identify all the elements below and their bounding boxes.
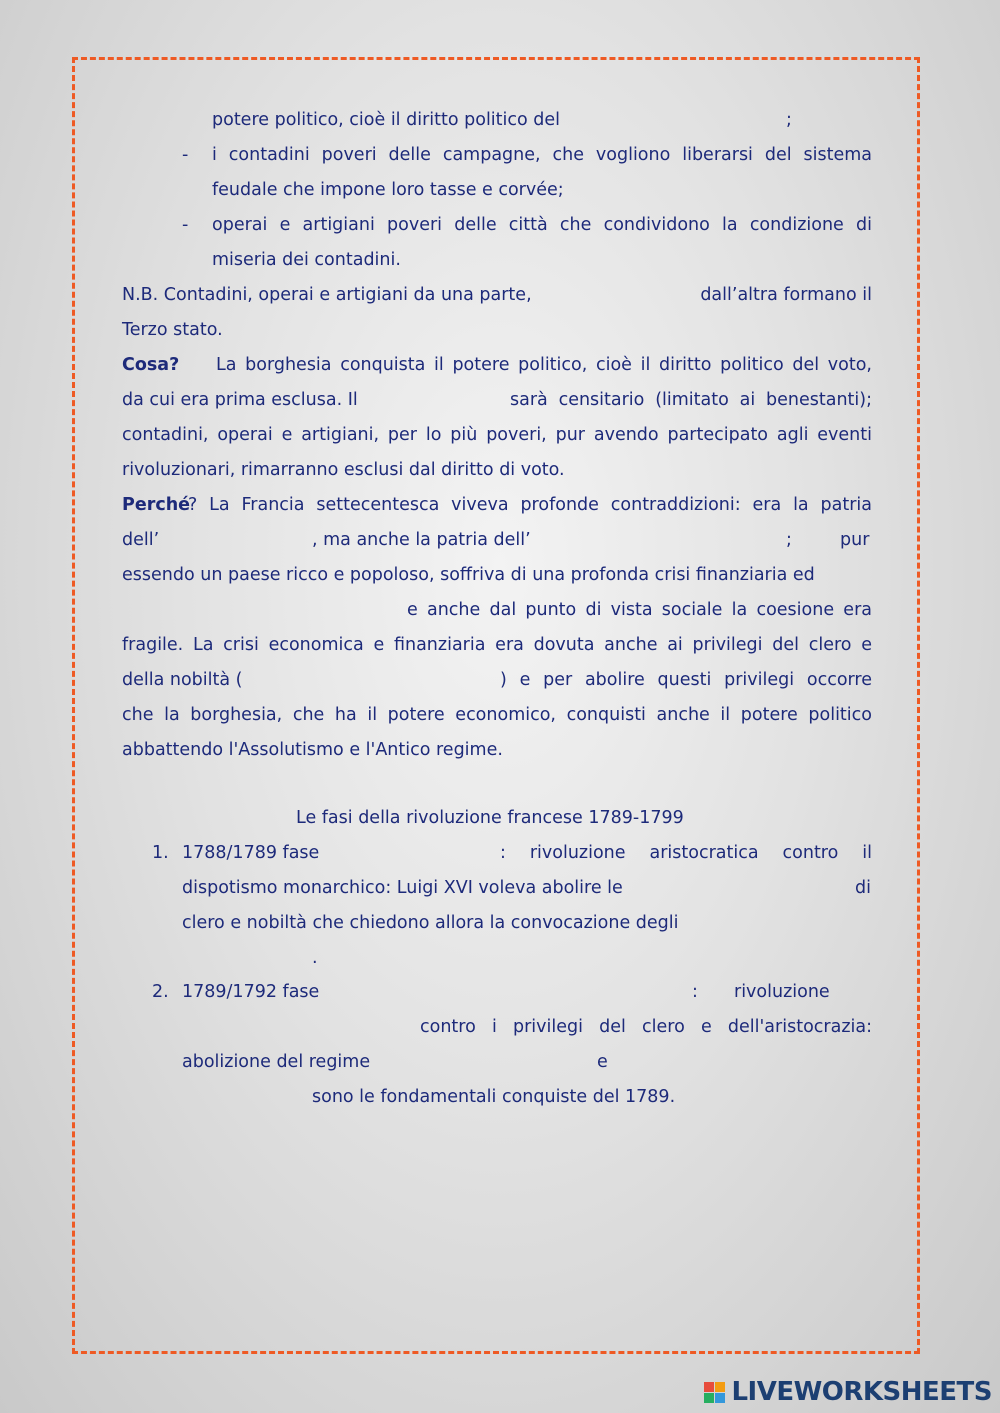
line-15: [407, 593, 872, 627]
text-fragment: , ma anche la patria dell’: [312, 530, 531, 550]
logo-square: [704, 1382, 714, 1392]
text-fragment: N.B. Contadini, operai e artigiani da una parte,: [122, 285, 532, 305]
text-fragment: Le fasi della rivoluzione francese 1789-1799: [296, 808, 684, 828]
text-fragment: miseria dei contadini.: [212, 250, 401, 270]
logo-square: [715, 1393, 725, 1403]
line-10: [122, 418, 872, 452]
list-number-2: [152, 975, 169, 1009]
text-fragment: pur: [840, 530, 870, 550]
line-16: [122, 628, 872, 662]
text-fragment: contadini, operai e artigiani, per lo più poveri, pur avendo partecipato agli eventi: [122, 425, 872, 445]
liveworksheets-logo: [704, 1375, 992, 1409]
line-17-end: [500, 663, 872, 697]
phase-2-line-2: [420, 1010, 872, 1044]
text-fragment: i contadini poveri delle campagne, che vogliono liberarsi del sistema: [212, 145, 872, 165]
text-fragment: di: [855, 878, 871, 898]
phase-1-line-2: [182, 871, 623, 905]
line-13-d: [840, 523, 869, 557]
line-8: [216, 348, 872, 382]
text-fragment: dall’altra formano il: [700, 285, 872, 305]
text-fragment: abolizione del regime: [182, 1052, 371, 1072]
logo-text: LIVEWORKSHEETS: [731, 1377, 992, 1407]
line-3: [212, 173, 564, 207]
text-fragment: essendo un paese ricco e popoloso, soffriva di una profonda crisi finanziaria ed: [122, 565, 815, 585]
line-4: [212, 208, 872, 242]
text-fragment: clero e nobiltà che chiedono allora la convocazione degli: [182, 913, 679, 933]
text-fragment: rivoluzionari, rimarranno esclusi dal diritto di voto.: [122, 460, 565, 480]
phase-2-line-3-end: [597, 1045, 608, 1079]
text-fragment: Perché: [122, 495, 191, 515]
label-cosa: [122, 348, 179, 382]
line-13-a: [122, 523, 159, 557]
text-fragment: : rivoluzione aristocratica contro il: [500, 843, 872, 863]
text-fragment: 1789/1792 fase: [182, 982, 320, 1002]
logo-square: [715, 1382, 725, 1392]
text-fragment: Terzo stato.: [122, 320, 223, 340]
line-18: [122, 698, 872, 732]
bullet-dash: [182, 208, 188, 242]
text-fragment: abbattendo l'Assolutismo e l'Antico regime.: [122, 740, 503, 760]
line-5: [212, 243, 401, 277]
text-fragment: 1788/1789 fase: [182, 843, 320, 863]
dash-marker: -: [182, 215, 189, 235]
text-fragment: operai e artigiani poveri delle città che condividono la condizione di: [212, 215, 872, 235]
line-6-end: [692, 278, 872, 312]
text-fragment: e anche dal punto di vista sociale la coesione era: [407, 600, 872, 620]
phase-2-colon: [692, 975, 698, 1009]
line-13-c: [786, 523, 792, 557]
text-fragment: ? La Francia settecentesca viveva profonde contraddizioni: era la patria: [188, 495, 872, 515]
line-6-start: [122, 278, 532, 312]
text-fragment: contro i privilegi del clero e dell'aristocrazia:: [420, 1017, 872, 1037]
phase-1-line-2-end: [855, 871, 871, 905]
line-2: [212, 138, 872, 172]
text-fragment: .: [312, 948, 318, 968]
phase-1-title: [182, 836, 319, 870]
section-heading: [296, 801, 684, 835]
text-fragment: Cosa?: [122, 355, 180, 375]
line-13-b: [312, 523, 531, 557]
bullet-dash: [182, 138, 188, 172]
text-fragment: La borghesia conquista il potere politico, cioè il diritto politico del voto,: [216, 355, 872, 375]
line-19: [122, 733, 503, 767]
text-fragment: dell’: [122, 530, 160, 550]
phase-2-word: [734, 975, 830, 1009]
text-fragment: e: [597, 1052, 608, 1072]
text-fragment: 2.: [152, 982, 169, 1002]
phase-2-title: [182, 975, 319, 1009]
text-fragment: rivoluzione: [734, 982, 830, 1002]
text-fragment: sono le fondamentali conquiste del 1789.: [312, 1087, 676, 1107]
line-9-end: [510, 383, 872, 417]
text-fragment: sarà censitario (limitato ai benestanti);: [510, 390, 872, 410]
text-fragment: :: [692, 982, 698, 1002]
line-1: [212, 103, 560, 137]
line-1-end: [786, 103, 792, 137]
text-fragment: ;: [786, 530, 792, 550]
text-fragment: della nobiltà (: [122, 670, 243, 690]
text-fragment: da cui era prima esclusa. Il: [122, 390, 358, 410]
phase-1-line-3: [182, 906, 679, 940]
text-fragment: che la borghesia, che ha il potere economico, conquisti anche il potere politico: [122, 705, 872, 725]
line-11: [122, 453, 565, 487]
text-fragment: potere politico, cioè il diritto politico del: [212, 110, 561, 130]
logo-square: [704, 1393, 714, 1403]
line-9-start: [122, 383, 358, 417]
line-7: [122, 313, 223, 347]
text-fragment: 1.: [152, 843, 169, 863]
phase-2-line-3: [182, 1045, 370, 1079]
line-14: [122, 558, 815, 592]
phase-1-line-4: [312, 941, 318, 975]
logo-mark-icon: [704, 1382, 725, 1403]
text-fragment: ;: [786, 110, 792, 130]
phase-2-line-4: [312, 1080, 675, 1114]
label-perche: [122, 488, 190, 522]
line-17-start: [122, 663, 243, 697]
text-fragment: fragile. La crisi economica e finanziaria era dovuta anche ai privilegi del clero e: [122, 635, 872, 655]
phase-1-line-1: [500, 836, 872, 870]
text-fragment: feudale che impone loro tasse e corvée;: [212, 180, 564, 200]
text-fragment: ) e per abolire questi privilegi occorre: [500, 670, 872, 690]
dash-marker: -: [182, 145, 189, 165]
list-number-1: [152, 836, 169, 870]
text-fragment: dispotismo monarchico: Luigi XVI voleva abolire le: [182, 878, 623, 898]
line-12: [188, 488, 872, 522]
